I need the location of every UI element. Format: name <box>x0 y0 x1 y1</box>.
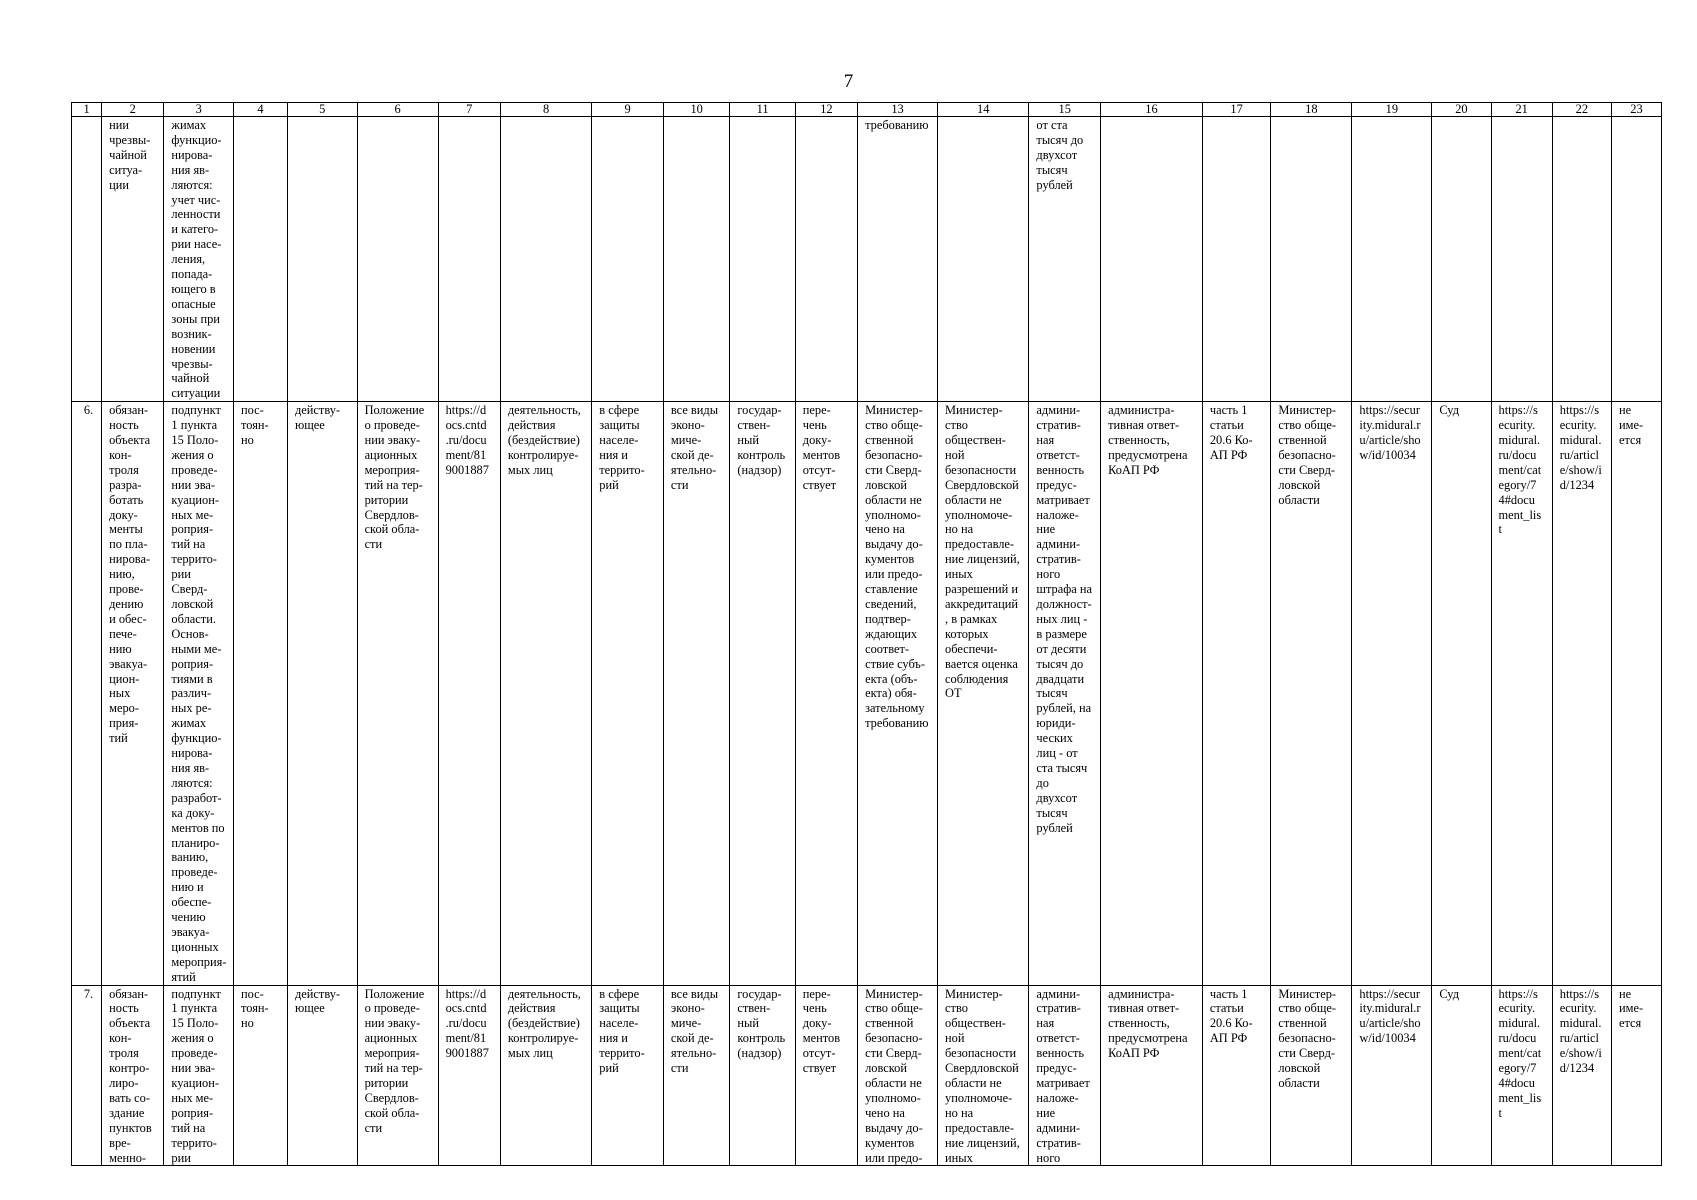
column-header-2: 2 <box>102 103 164 117</box>
table-cell-col-10: все виды эконо- миче- ской де- ятельно- сти <box>663 985 729 1166</box>
table-cell-col-6 <box>357 117 438 402</box>
table-cell-col-12: пере- чень доку- ментов отсут- ствует <box>795 402 857 985</box>
column-header-12: 12 <box>795 103 857 117</box>
table-cell-col-9: в сфере защиты населе- ния и террито- рий <box>592 985 664 1166</box>
table-cell-col-5 <box>287 117 357 402</box>
column-header-11: 11 <box>730 103 795 117</box>
table-cell-col-14: Министер- ство обществен- ной безопасности Свердловской области не уполномоче- но на предоставле- ние лицензий, иных <box>938 985 1029 1166</box>
table-cell-col-21: https://s ecurity. midural. ru/docu ment/cat egory/7 4#docu ment_lis t <box>1491 402 1552 985</box>
table-cell-col-13: требованию <box>858 117 938 402</box>
table-cell-col-12: пере- чень доку- ментов отсут- ствует <box>795 985 857 1166</box>
column-header-23: 23 <box>1611 103 1661 117</box>
table-cell-col-20: Суд <box>1432 402 1491 985</box>
table-cell-col-5: действу- ющее <box>287 402 357 985</box>
table-cell-col-20: Суд <box>1432 985 1491 1166</box>
table-cell-col-20 <box>1432 117 1491 402</box>
table-cell-col-19: https://secur ity.midural.r u/article/sho w/id/10034 <box>1352 985 1432 1166</box>
table-cell-col-9: в сфере защиты населе- ния и террито- рий <box>592 402 664 985</box>
table-cell-col-18: Министер- ство обще- ственной безопасно- сти Сверд- ловской области <box>1271 402 1352 985</box>
table-cell-col-3: подпункт 1 пункта 15 Поло- жения о проведе- нии эва- куацион- ных ме- роприя- тий на террито- рии <box>164 985 234 1166</box>
table-cell-col-8 <box>500 117 591 402</box>
column-header-8: 8 <box>500 103 591 117</box>
table-cell-col-13: Министер- ство обще- ственной безопасно- сти Сверд- ловской области не уполномо- чено на выдачу до- кументов или предо- ставление сведений, подтвер- ждающих соответ- ствие субъ- екта (объ- екта) обя- зательному требованию <box>858 402 938 985</box>
column-header-7: 7 <box>438 103 500 117</box>
column-header-14: 14 <box>938 103 1029 117</box>
table-cell-col-1 <box>72 117 102 402</box>
table-cell-col-7: https://d ocs.cntd .ru/docu ment/81 9001887 <box>438 402 500 985</box>
column-header-4: 4 <box>233 103 287 117</box>
table-cell-col-13: Министер- ство обще- ственной безопасно- сти Сверд- ловской области не уполномо- чено на выдачу до- кументов или предо- <box>858 985 938 1166</box>
requirements-table <box>71 102 1662 1166</box>
table-cell-col-9 <box>592 117 664 402</box>
table-row <box>72 117 1662 402</box>
table-cell-col-19: https://secur ity.midural.r u/article/sho w/id/10034 <box>1352 402 1432 985</box>
column-header-6: 6 <box>357 103 438 117</box>
table-cell-col-11 <box>730 117 795 402</box>
table-body <box>72 117 1662 1166</box>
table-cell-col-21: https://s ecurity. midural. ru/docu ment/cat egory/7 4#docu ment_lis t <box>1491 985 1552 1166</box>
table-cell-col-14: Министер- ство обществен- ной безопасности Свердловской области не уполномоче- но на предоставле- ние лицензий, иных разрешений и аккредитаций , в рамках которых обеспечи- вается оценка соблюдения ОТ <box>938 402 1029 985</box>
table-cell-col-15: админи- стратив- ная ответст- венность предус- матривает наложе- ние админи- стратив- ного <box>1029 985 1101 1166</box>
table-cell-col-23 <box>1611 117 1661 402</box>
table-row <box>72 402 1662 985</box>
column-header-20: 20 <box>1432 103 1491 117</box>
column-number-row <box>72 103 1662 117</box>
column-header-1: 1 <box>72 103 102 117</box>
table-cell-col-18: Министер- ство обще- ственной безопасно- сти Сверд- ловской области <box>1271 985 1352 1166</box>
table-cell-col-22 <box>1552 117 1611 402</box>
column-header-5: 5 <box>287 103 357 117</box>
table-cell-col-19 <box>1352 117 1432 402</box>
table-cell-col-12 <box>795 117 857 402</box>
table-cell-col-8: деятельность, действия (бездействие) контролируе- мых лиц <box>500 402 591 985</box>
table-cell-col-2: обязан- ность объекта кон- троля разра- ботать доку- менты по пла- нирова- нию, прове- дению и обес- пече- нию эвакуа- цион- ных меро- прия- тий <box>102 402 164 985</box>
table-cell-col-3: подпункт 1 пункта 15 Поло- жения о проведе- нии эва- куацион- ных ме- роприя- тий на террито- рии Сверд- ловской области. Основ- ными ме- роприя- тиями в различ- ных ре- жимах функцио- нирова- ния яв- ляются: разработ- ка доку- ментов по планиро- ванию, проведе- нию и обеспе- чению эвакуа- ционных мероприя- ятий <box>164 402 234 985</box>
table-cell-col-16: администра- тивная ответ- ственность, предусмотрена КоАП РФ <box>1101 985 1203 1166</box>
column-header-9: 9 <box>592 103 664 117</box>
page-number: 7 <box>843 71 854 92</box>
column-header-19: 19 <box>1352 103 1432 117</box>
table-cell-col-2: обязан- ность объекта кон- троля контро- лиро- вать со- здание пунктов вре- менно- <box>102 985 164 1166</box>
table-cell-col-23: не име- ется <box>1611 402 1661 985</box>
table-cell-col-6: Положение о проведе- нии эваку- ационных мероприя- тий на тер- ритории Свердлов- ской обла- сти <box>357 402 438 985</box>
table-cell-col-17 <box>1202 117 1271 402</box>
table-cell-col-22: https://s ecurity. midural. ru/articl e/show/i d/1234 <box>1552 402 1611 985</box>
table-cell-col-5: действу- ющее <box>287 985 357 1166</box>
table-cell-col-2: нии чрезвы- чайной ситуа- ции <box>102 117 164 402</box>
table-cell-col-11: государ- ствен- ный контроль (надзор) <box>730 985 795 1166</box>
table-cell-col-1: 6. <box>72 402 102 985</box>
table-cell-col-16 <box>1101 117 1203 402</box>
table-cell-col-1: 7. <box>72 985 102 1166</box>
column-header-16: 16 <box>1101 103 1203 117</box>
table-cell-col-22: https://s ecurity. midural. ru/articl e/show/i d/1234 <box>1552 985 1611 1166</box>
table-cell-col-8: деятельность, действия (бездействие) контролируе- мых лиц <box>500 985 591 1166</box>
table-cell-col-16: администра- тивная ответ- ственность, предусмотрена КоАП РФ <box>1101 402 1203 985</box>
table-cell-col-7 <box>438 117 500 402</box>
table-cell-col-21 <box>1491 117 1552 402</box>
table-cell-col-15: админи- стратив- ная ответст- венность предус- матривает наложе- ние админи- стратив- ного штрафа на должност- ных лиц - в размере от десяти тысяч до двадцати тысяч рублей, на юриди- ческих лиц - от ста тысяч до двухсот тысяч рублей <box>1029 402 1101 985</box>
column-header-18: 18 <box>1271 103 1352 117</box>
table-cell-col-7: https://d ocs.cntd .ru/docu ment/81 9001887 <box>438 985 500 1166</box>
table-cell-col-6: Положение о проведе- нии эваку- ационных мероприя- тий на тер- ритории Свердлов- ской обла- сти <box>357 985 438 1166</box>
table-cell-col-11: государ- ствен- ный контроль (надзор) <box>730 402 795 985</box>
column-header-10: 10 <box>663 103 729 117</box>
column-header-17: 17 <box>1202 103 1271 117</box>
table-cell-col-14 <box>938 117 1029 402</box>
column-header-13: 13 <box>858 103 938 117</box>
column-header-15: 15 <box>1029 103 1101 117</box>
table-cell-col-4: пос- тоян- но <box>233 402 287 985</box>
column-header-3: 3 <box>164 103 234 117</box>
table-cell-col-4 <box>233 117 287 402</box>
table-cell-col-23: не име- ется <box>1611 985 1661 1166</box>
column-header-21: 21 <box>1491 103 1552 117</box>
table-cell-col-17: часть 1 статьи 20.6 Ко- АП РФ <box>1202 402 1271 985</box>
table-cell-col-4: пос- тоян- но <box>233 985 287 1166</box>
table-cell-col-3: жимах функцио- нирова- ния яв- ляются: учет чис- ленности и катего- рии насе- ления, попада- ющего в опасные зоны при возник- новении чрезвы- чайной ситуации <box>164 117 234 402</box>
table-cell-col-15: от ста тысяч до двухсот тысяч рублей <box>1029 117 1101 402</box>
table-cell-col-10 <box>663 117 729 402</box>
table-cell-col-18 <box>1271 117 1352 402</box>
table-cell-col-10: все виды эконо- миче- ской де- ятельно- сти <box>663 402 729 985</box>
table-cell-col-17: часть 1 статьи 20.6 Ко- АП РФ <box>1202 985 1271 1166</box>
column-header-22: 22 <box>1552 103 1611 117</box>
table-row <box>72 985 1662 1166</box>
